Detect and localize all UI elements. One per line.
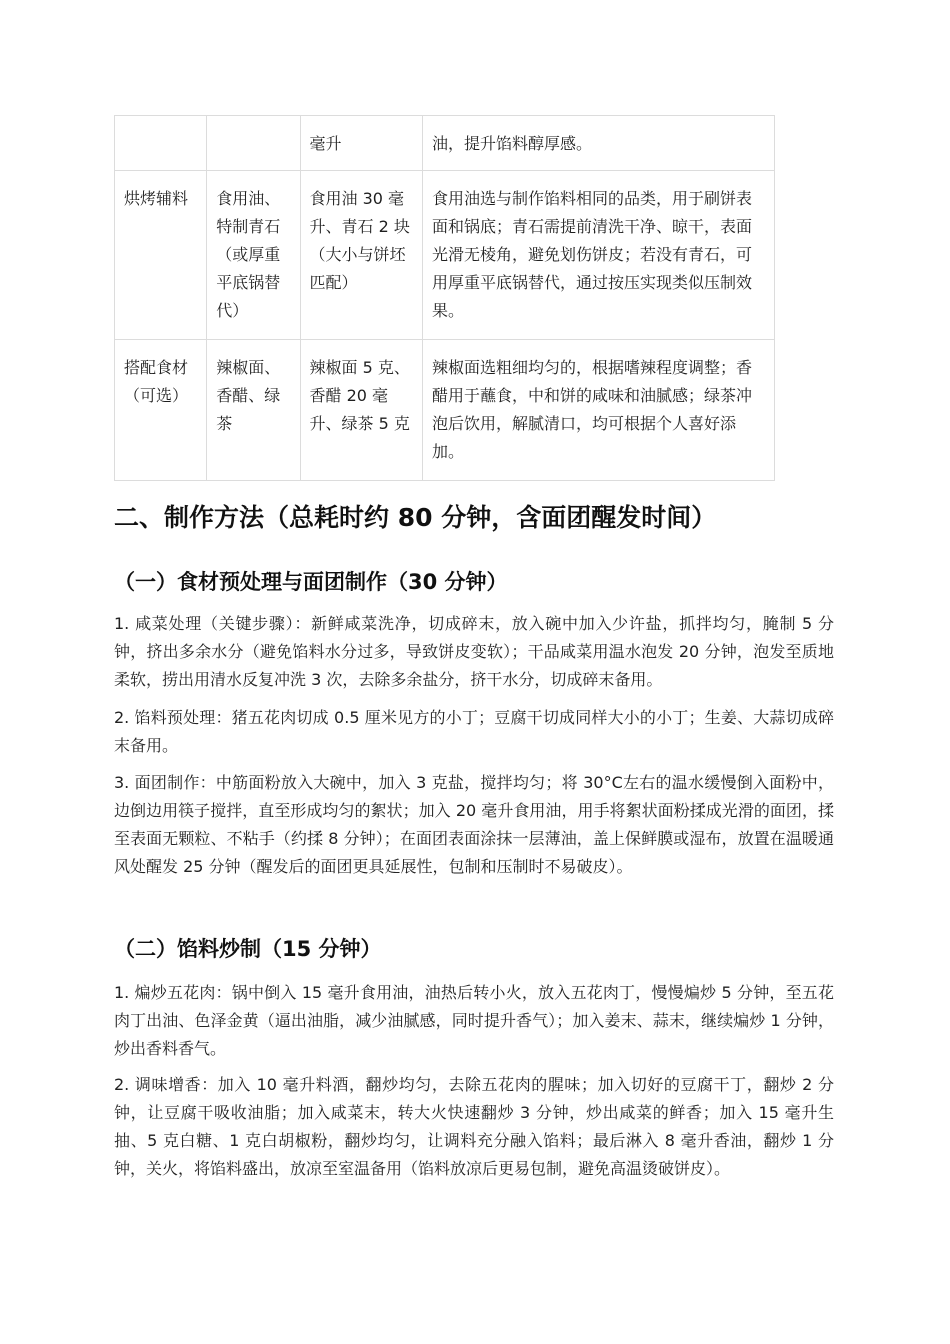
subsection-heading-filling: （二）馅料炒制（15 分钟） bbox=[114, 937, 382, 961]
table-cell-items: 食用油、特制青石（或厚重平底锅替代） bbox=[207, 171, 300, 340]
table-cell-category: 烘烤辅料 bbox=[115, 171, 207, 340]
table-row bbox=[115, 116, 775, 171]
table-cell-notes: 食用油选与制作馅料相同的品类，用于刷饼表面和锅底；青石需提前清洗干净、晾干，表面光滑无棱角，避免划伤饼皮；若没有青石，可用厚重平底锅替代，通过按压实现类似压制效果。 bbox=[423, 171, 775, 340]
step-paragraph: 2. 馅料预处理：猪五花肉切成 0.5 厘米见方的小丁；豆腐干切成同样大小的小丁；生姜、大蒜切成碎末备用。 bbox=[114, 708, 834, 755]
table-cell-category: 搭配食材（可选） bbox=[115, 340, 207, 481]
step-paragraph: 1. 咸菜处理（关键步骤）：新鲜咸菜洗净，切成碎末，放入碗中加入少许盐，抓拌均匀，腌制 5 分钟，挤出多余水分（避免馅料水分过多，导致饼皮变软）；干品咸菜用温水泡发 20 分钟，泡发至质地柔软，捞出用清水反复冲洗 3 次，去除多余盐分，挤干水分，切成碎末备用。 bbox=[114, 614, 834, 689]
table-cell-notes: 辣椒面选粗细均匀的，根据嗜辣程度调整；香醋用于蘸食，中和饼的咸味和油腻感；绿茶冲泡后饮用，解腻清口，均可根据个人喜好添加。 bbox=[423, 340, 775, 481]
step-paragraph: 3. 面团制作：中筋面粉放入大碗中，加入 3 克盐，搅拌均匀；将 30°C左右的温水缓慢倒入面粉中，边倒边用筷子搅拌，直至形成均匀的絮状；加入 20 毫升食用油，用手将絮状面粉揉成光滑的面团，揉至表面无颗粒、不粘手（约揉 8 分钟）；在面团表面涂抹一层薄油，盖上保鲜膜或湿布，放置在温暖通风处醒发 25 分钟（醒发后的面团更具延展性，包制和压制时不易破皮）。 bbox=[114, 773, 834, 876]
section-heading-method: 二、制作方法（总耗时约 80 分钟，含面团醒发时间） bbox=[114, 503, 717, 532]
table-row bbox=[115, 171, 775, 340]
table-cell-amount: 辣椒面 5 克、香醋 20 毫升、绿茶 5 克 bbox=[300, 340, 423, 481]
table-cell-items: 辣椒面、香醋、绿茶 bbox=[207, 340, 300, 481]
table-cell-amount: 毫升 bbox=[300, 116, 423, 171]
subsection-heading-prep: （一）食材预处理与面团制作（30 分钟） bbox=[114, 570, 508, 594]
table-row bbox=[115, 340, 775, 481]
table-cell-items bbox=[207, 116, 300, 171]
table-cell-amount: 食用油 30 毫升、青石 2 块（大小与饼坯匹配） bbox=[300, 171, 423, 340]
step-paragraph: 2. 调味增香：加入 10 毫升料酒，翻炒均匀，去除五花肉的腥味；加入切好的豆腐干丁，翻炒 2 分钟，让豆腐干吸收油脂；加入咸菜末，转大火快速翻炒 3 分钟，炒出咸菜的鲜香；加入 15 毫升生抽、5 克白糖、1 克白胡椒粉，翻炒均匀，让调料充分融入馅料；最后淋入 8 毫升香油，翻炒 1 分钟，关火，将馅料盛出，放凉至室温备用（馅料放凉后更易包制，避免高温烫破饼皮）。 bbox=[114, 1075, 834, 1178]
table-cell-notes: 油，提升馅料醇厚感。 bbox=[423, 116, 775, 171]
step-paragraph: 1. 煸炒五花肉：锅中倒入 15 毫升食用油，油热后转小火，放入五花肉丁，慢慢煸炒 5 分钟，至五花肉丁出油、色泽金黄（逼出油脂，减少油腻感，同时提升香气）；加入姜末、蒜末，继续煸炒 1 分钟，炒出香料香气。 bbox=[114, 983, 834, 1058]
ingredients-table bbox=[114, 115, 775, 481]
table-cell-category bbox=[115, 116, 207, 171]
